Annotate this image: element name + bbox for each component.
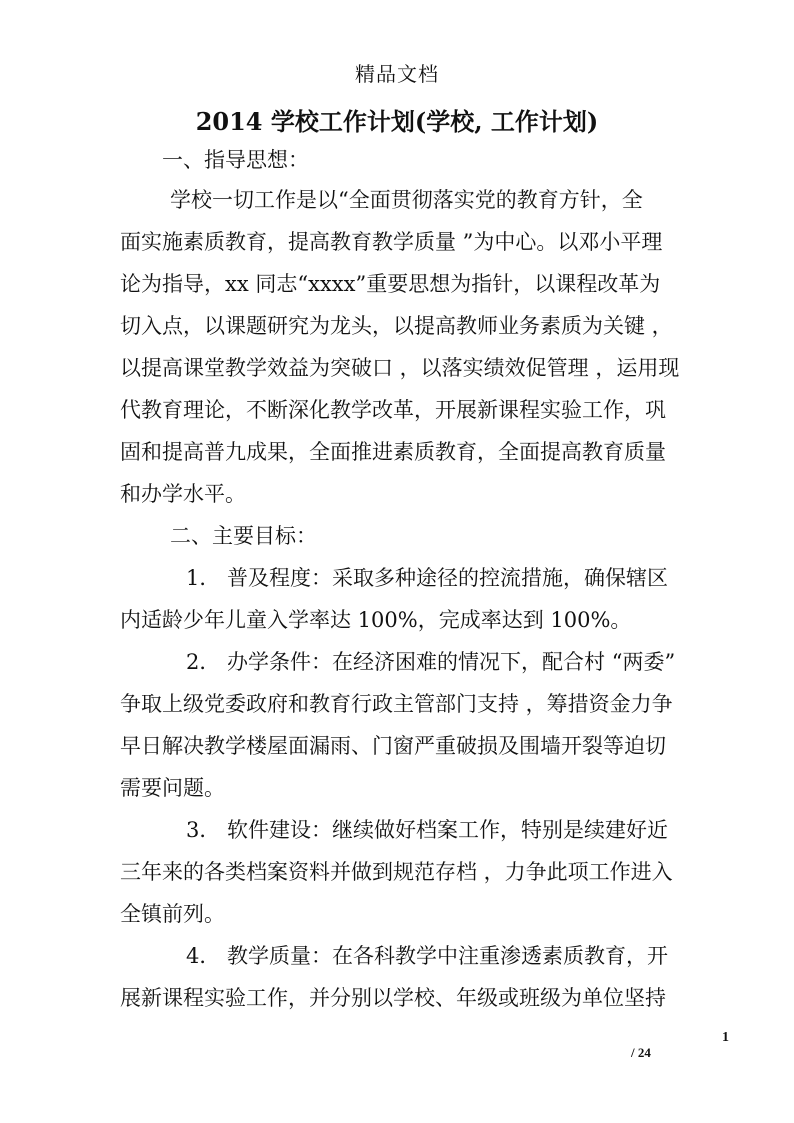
page-number: 1 [722, 1030, 729, 1045]
paragraph-line: 和办学水平。 [120, 482, 246, 506]
document-title: 2014 学校工作计划(学校, 工作计划) [195, 107, 599, 136]
list-item-line: 展新课程实验工作，并分别以学校、年级或班级为单位坚持 [120, 986, 666, 1010]
paragraph-line: 以提高课堂教学效益为突破口 ，以落实绩效促管理 ，运用现 [120, 356, 680, 380]
section-heading: 二、主要目标： [170, 524, 317, 548]
page-count: / 24 [631, 1045, 651, 1060]
list-item-line: 内适龄少年儿童入学率达 100%，完成率达到 100%。 [120, 608, 632, 632]
header-label: 精品文档 [355, 62, 439, 86]
paragraph-line: 代教育理论，不断深化教学改革，开展新课程实验工作，巩 [120, 398, 666, 422]
paragraph-line: 论为指导，xx 同志“xxxx”重要思想为指针，以课程改革为 [120, 272, 661, 296]
list-item-line: 3． 软件建设：继续做好档案工作，特别是续建好近 [186, 818, 669, 842]
paragraph-line: 学校一切工作是以“全面贯彻落实党的教育方针，全 [170, 188, 643, 212]
list-item-line: 2． 办学条件：在经济困难的情况下，配合村 “两委” [186, 650, 676, 674]
section-heading: 一、指导思想： [162, 148, 309, 172]
list-item-line: 早日解决教学楼屋面漏雨、门窗严重破损及围墙开裂等迫切 [120, 734, 666, 758]
paragraph-line: 切入点，以课题研究为龙头，以提高教师业务素质为关键 ， [120, 314, 673, 338]
list-item-line: 4． 教学质量：在各科教学中注重渗透素质教育，开 [186, 944, 669, 968]
list-item-line: 1． 普及程度：采取多种途径的控流措施，确保辖区 [186, 566, 669, 590]
paragraph-line: 面实施素质教育，提高教育教学质量 ”为中心。以邓小平理 [120, 230, 663, 254]
paragraph-line: 固和提高普九成果，全面推进素质教育，全面提高教育质量 [120, 440, 666, 464]
list-item-line: 全镇前列。 [120, 902, 225, 926]
list-item-line: 三年来的各类档案资料并做到规范存档 ，力争此项工作进入 [120, 860, 673, 884]
list-item-line: 争取上级党委政府和教育行政主管部门支持 ，筹措资金力争 [120, 692, 673, 716]
list-item-line: 需要问题。 [120, 776, 225, 800]
